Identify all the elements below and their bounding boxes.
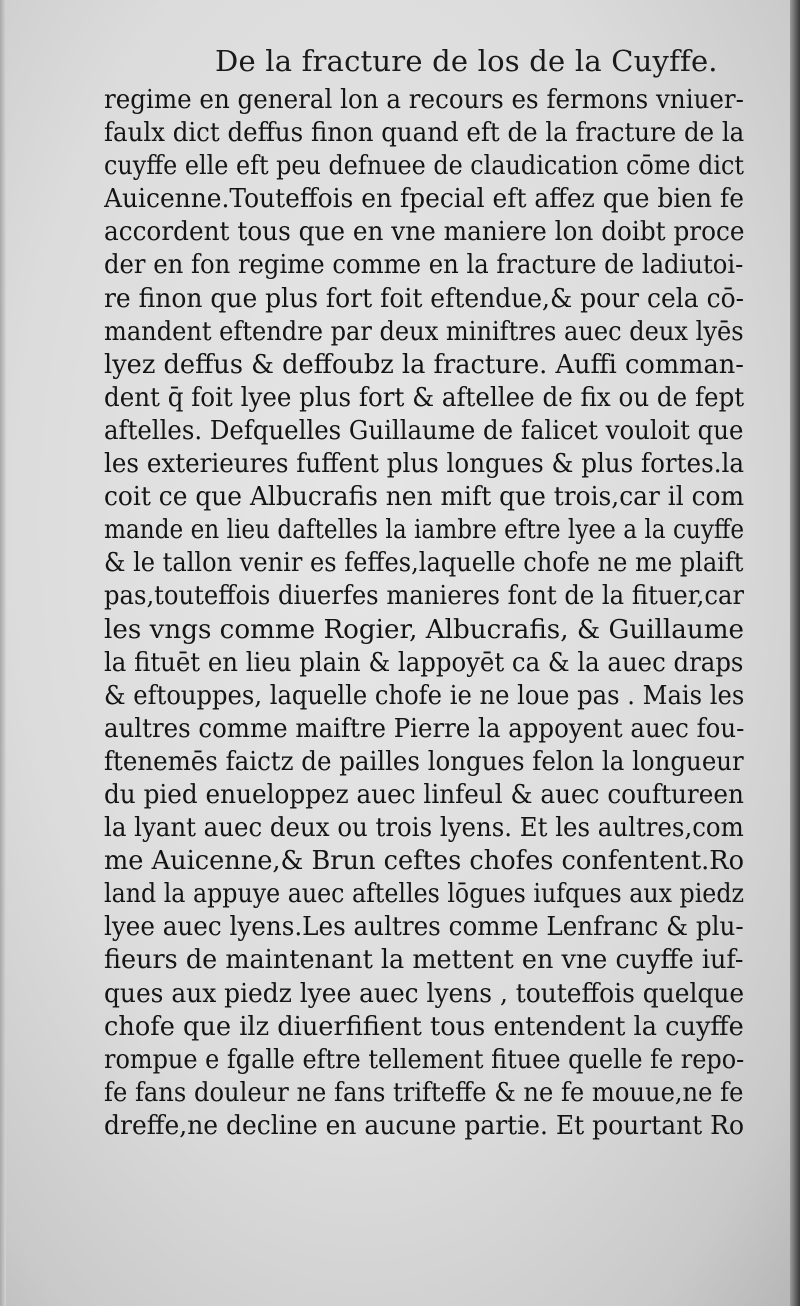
text-line: ques aux piedz lyee auec lyens , touteffois quelque	[104, 978, 745, 1009]
text-line: pas,touteffois diuerfes manieres font de la fituer,car	[104, 581, 745, 612]
text-line: chofe que ilz diuerfifient tous entendent la cuyffe	[104, 1011, 744, 1042]
text-line: dreffe,ne decline en aucune partie. Et pourtant Ro	[104, 1110, 745, 1141]
body-text	[104, 84, 744, 1143]
text-line: faulx dict deffus finon quand eft de la fracture de la	[104, 118, 745, 149]
text-line: la fituēt en lieu plain & lappoyēt ca & la auec draps	[104, 647, 744, 678]
text-line: lyez deffus & deffoubz la fracture. Auffi comman-	[104, 349, 744, 380]
running-head: De la fracture de los de la Cuyffe.	[215, 44, 718, 78]
text-line: & le tallon venir es feffes,laquelle chofe ne me plaift	[104, 548, 744, 579]
text-line: aultres comme maiftre Pierre la appoyent auec fou-	[104, 713, 745, 744]
text-line: fieurs de maintenant la mettent en vne cuyffe iuf-	[104, 945, 744, 976]
text-line: ftenemēs faictz de pailles longues felon la longueur	[104, 746, 744, 777]
text-line: re finon que plus fort foit eftendue,& pour cela cō-	[104, 283, 745, 314]
text-line: la lyant auec deux ou trois lyens. Et les aultres,com	[104, 813, 744, 844]
text-line: Auicenne.Touteffois en fpecial eft affez que bien fe	[104, 184, 744, 215]
page-right-edge-shadow	[790, 0, 800, 1306]
text-line: dent q̄ foit lyee plus fort & aftellee de fix ou de fept	[104, 382, 745, 413]
text-line: mandent eftendre par deux miniftres auec deux lyēs	[104, 316, 744, 347]
text-line: accordent tous que en vne maniere lon doibt proce	[104, 217, 745, 248]
text-line: me Auicenne,& Brun ceftes chofes confentent.Ro	[104, 846, 745, 877]
text-line: du pied enueloppez auec linfeul & auec couftureen	[104, 779, 744, 810]
text-line: les vngs comme Rogier, Albucrafis, & Guillaume	[104, 614, 744, 645]
text-line: les exterieures fuffent plus longues & plus fortes.la	[104, 449, 744, 480]
text-line: aftelles. Defquelles Guillaume de falicet vouloit que	[104, 415, 744, 446]
text-line: der en fon regime comme en la fracture de ladiutoi-	[104, 250, 744, 281]
text-line: fe fans douleur ne fans trifteffe & ne fe mouue,ne fe	[104, 1077, 744, 1108]
text-line: & eftouppes, laquelle chofe ie ne loue pas . Mais les	[104, 680, 745, 711]
text-line: regime en general lon a recours es fermons vniuer-	[104, 85, 744, 115]
text-line: mande en lieu daftelles la iambre eftre lyee a la cuyffe	[104, 515, 744, 546]
text-line: lyee auec lyens.Les aultres comme Lenfranc & plu-	[104, 912, 744, 943]
page-left-edge	[0, 0, 6, 1306]
text-line: cuyffe elle eft peu defnuee de claudication cōme dict	[104, 151, 744, 182]
text-line: rompue e fgalle eftre tellement fituee quelle fe repo-	[104, 1044, 745, 1075]
text-line: coit ce que Albucrafis nen mift que trois,car il com	[104, 482, 745, 513]
text-line: land la appuye auec aftelles lōgues iufques aux piedz	[104, 879, 744, 910]
